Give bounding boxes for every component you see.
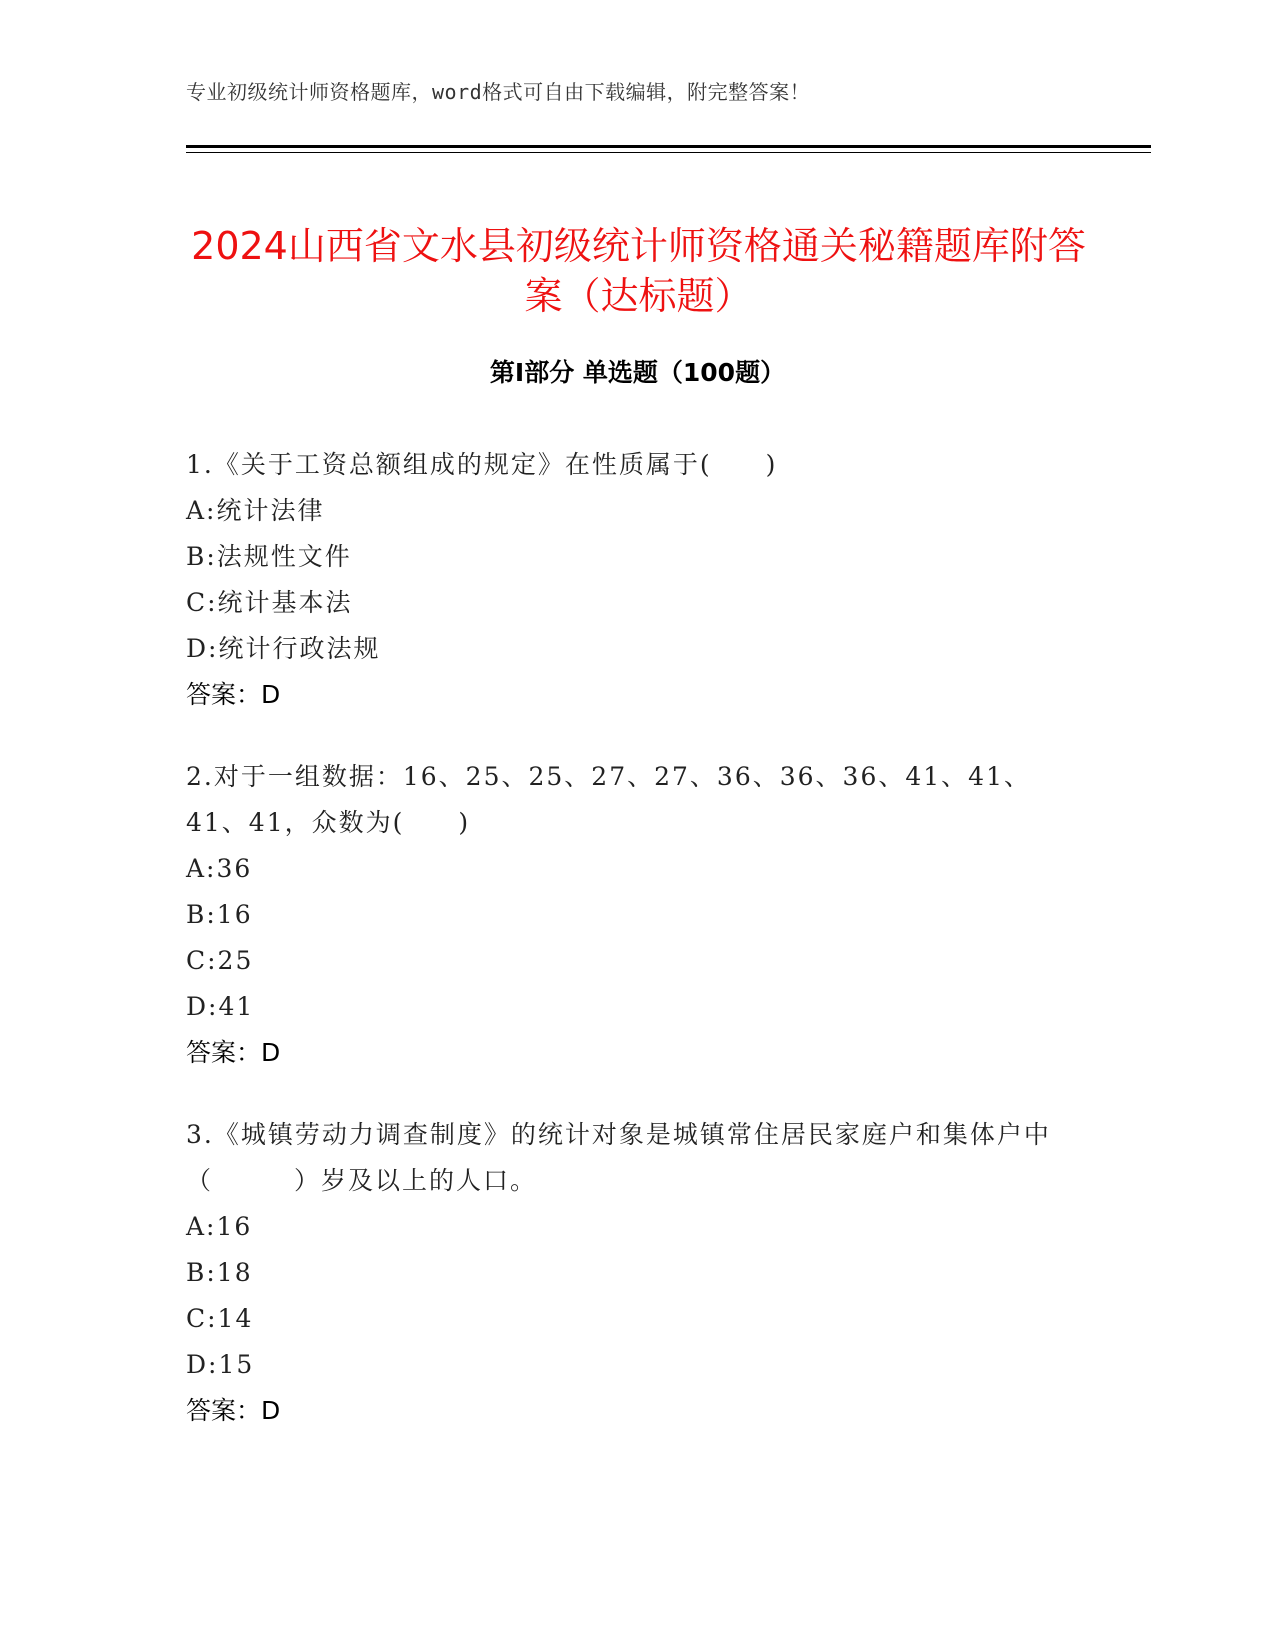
answer: 答案：D <box>186 1038 281 1067</box>
option-d: D:41 <box>186 992 255 1021</box>
option-a: A:16 <box>186 1212 253 1241</box>
answer: 答案：D <box>186 680 281 709</box>
question-stem: 2.对于一组数据：16、25、25、27、27、36、36、36、41、41、41、41，众数为( ) <box>186 762 1031 837</box>
option-b: B:16 <box>186 900 253 929</box>
document-title: 2024山西省文水县初级统计师资格通关秘籍题库附答案（达标题） <box>191 224 1086 319</box>
question-2 <box>186 754 1066 1076</box>
option-d: D:统计行政法规 <box>186 634 381 663</box>
option-b: B:法规性文件 <box>186 542 352 571</box>
option-a: A:统计法律 <box>186 496 325 525</box>
question-3 <box>186 1112 1066 1434</box>
option-d: D:15 <box>186 1350 255 1379</box>
answer: 答案：D <box>186 1396 281 1425</box>
question-1 <box>186 442 1066 718</box>
option-c: C:25 <box>186 946 254 975</box>
option-b: B:18 <box>186 1258 253 1287</box>
header-divider-thin <box>186 152 1151 153</box>
question-stem: 1.《关于工资总额组成的规定》在性质属于( ) <box>186 450 778 479</box>
section-title: 第Ⅰ部分 单选题（100题） <box>489 358 786 387</box>
option-c: C:14 <box>186 1304 254 1333</box>
header-divider-thick <box>186 145 1151 148</box>
option-c: C:统计基本法 <box>186 588 353 617</box>
page-header: 专业初级统计师资格题库，word格式可自由下载编辑，附完整答案！ <box>186 80 811 104</box>
option-a: A:36 <box>186 854 253 883</box>
question-list <box>186 442 1066 1470</box>
question-stem: 3.《城镇劳动力调查制度》的统计对象是城镇常住居民家庭户和集体户中（ ）岁及以上的人口。 <box>186 1120 1051 1195</box>
